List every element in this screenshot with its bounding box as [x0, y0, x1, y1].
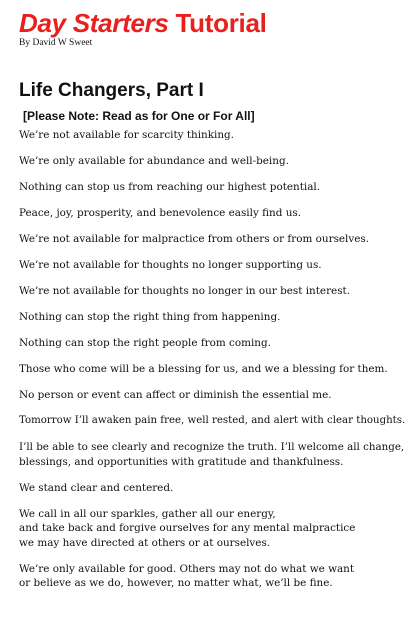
affirmation-text: Nothing can stop us from reaching our highest potential.: [19, 181, 321, 193]
affirmation-text: I’ll be able to see clearly and recognize the truth. I’ll welcome all change,: [19, 441, 405, 453]
affirmation-line: [19, 336, 405, 351]
affirmation-line: [19, 128, 405, 143]
affirmation-line: [19, 362, 405, 377]
affirmation-text: or believe as we do, however, no matter what, we’ll be fine.: [19, 577, 333, 589]
byline: By David W Sweet: [19, 38, 93, 48]
affirmation-line: [19, 388, 405, 403]
affirmation-text: We call in all our sparkles, gather all our energy,: [19, 507, 276, 520]
affirmation-text: we may have directed at others or at ourselves.: [19, 536, 271, 549]
site-title: [19, 8, 405, 38]
affirmation-text: Tomorrow I’ll awaken pain free, well rested, and alert with clear thoughts.: [19, 415, 406, 426]
affirmation-text: We’re only available for good. Others may not do what we want: [19, 562, 355, 575]
affirmation-text: No person or event can affect or diminish the essential me.: [19, 389, 332, 401]
site-title-rest: Tutorial: [168, 8, 267, 38]
affirmation-text: Nothing can stop the right thing from happening.: [19, 311, 281, 323]
affirmation-text: We stand clear and centered.: [19, 481, 174, 494]
affirmation-text: We’re not available for malpractice from others or from ourselves.: [19, 233, 370, 245]
affirmation-text: and take back and forgive ourselves for any mental malpractice: [19, 522, 356, 534]
article-title: Life Changers, Part I: [19, 80, 204, 101]
affirmation-text: blessings, and opportunities with gratitude and thankfulness.: [19, 455, 344, 468]
affirmation-text: We’re not available for thoughts no longer in our best interest.: [19, 285, 351, 297]
affirmation-text: We’re not available for thoughts no longer supporting us.: [19, 259, 322, 271]
affirmation-line: [19, 154, 405, 169]
affirmation-line: [19, 258, 405, 273]
affirmation-text: We’re not available for scarcity thinking.: [19, 129, 234, 141]
affirmation-text: Peace, joy, prosperity, and benevolence easily find us.: [19, 207, 302, 219]
reading-note: [Please Note: Read as for One or For All]: [23, 109, 255, 123]
affirmation-line: [19, 440, 405, 469]
affirmation-text: Those who come will be a blessing for us, and we a blessing for them.: [19, 363, 388, 375]
affirmation-line: [19, 180, 405, 195]
affirmation-text: We’re only available for abundance and well-being.: [19, 155, 289, 167]
affirmation-list: [19, 128, 405, 591]
affirmation-line: [19, 310, 405, 325]
affirmation-line: [19, 284, 405, 299]
affirmation-line: [19, 414, 405, 429]
affirmation-line: [19, 562, 405, 591]
affirmation-line: [19, 481, 405, 496]
site-title-italic: Day Starters: [19, 8, 169, 38]
affirmation-line: [19, 507, 405, 551]
affirmation-text: Nothing can stop the right people from coming.: [19, 337, 271, 349]
affirmation-line: [19, 206, 405, 221]
affirmation-line: [19, 232, 405, 247]
